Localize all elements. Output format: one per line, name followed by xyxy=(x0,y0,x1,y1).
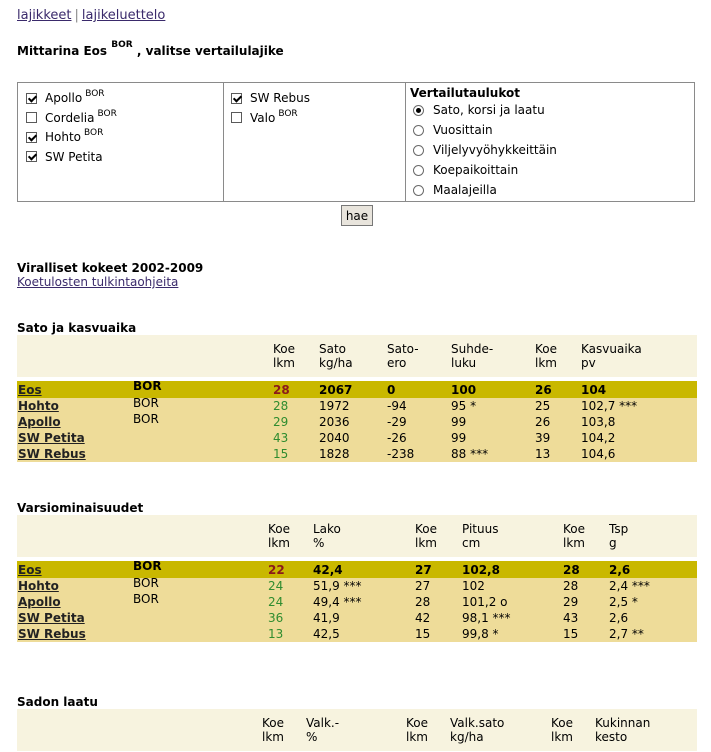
table-row xyxy=(17,446,697,462)
data-cell: 0 xyxy=(387,381,451,398)
column-header: Valk.- % xyxy=(306,709,406,751)
table-row xyxy=(17,430,697,446)
section-title-varsi: Varsiominaisuudet xyxy=(17,501,144,515)
table-row xyxy=(17,594,697,610)
variety-option-cordelia[interactable] xyxy=(26,109,117,127)
data-cell: 43 xyxy=(273,430,319,446)
variety-option-hohto[interactable] xyxy=(26,128,103,146)
table-row xyxy=(17,610,697,626)
table-row xyxy=(17,578,697,594)
variety-label: Apollo xyxy=(45,91,83,105)
data-cell: 99 xyxy=(451,430,535,446)
data-cell: 101,2 o xyxy=(462,594,563,610)
variety-link[interactable]: SW Petita xyxy=(18,431,85,445)
data-cell: 42,5 xyxy=(313,626,415,642)
column-header: Koe lkm xyxy=(563,515,609,557)
variety-link[interactable]: SW Rebus xyxy=(18,627,86,641)
bor-mark xyxy=(133,610,268,626)
data-cell: -238 xyxy=(387,446,451,462)
top-nav xyxy=(17,8,165,23)
variety-label: Valo xyxy=(250,110,276,125)
variety-link[interactable]: Eos xyxy=(18,382,42,397)
data-cell: 104,6 xyxy=(581,446,697,462)
variety-link[interactable]: Apollo xyxy=(18,595,61,609)
radio-button[interactable] xyxy=(413,105,424,116)
section-title-laatu: Sadon laatu xyxy=(17,695,98,709)
column-header: Koe lkm xyxy=(415,515,462,557)
variety-column-1 xyxy=(18,83,224,201)
data-cell: 43 xyxy=(563,610,609,626)
column-header: Koe lkm xyxy=(406,709,450,751)
bor-mark: BOR xyxy=(133,381,273,398)
table-header-row xyxy=(17,335,697,377)
data-cell: 102,7 *** xyxy=(581,398,697,414)
checkbox[interactable] xyxy=(26,132,37,143)
data-cell: 2036 xyxy=(319,414,387,430)
radio-button[interactable] xyxy=(413,145,424,156)
variety-name-cell xyxy=(17,626,133,642)
header-blank xyxy=(17,335,133,377)
data-cell: 42 xyxy=(415,610,462,626)
table-row xyxy=(17,414,697,430)
header-blank xyxy=(133,515,268,557)
table-row xyxy=(17,626,697,642)
option-label: Viljelyvyöhykkeittäin xyxy=(433,143,557,157)
variety-label: SW Petita xyxy=(45,149,103,164)
data-cell: 100 xyxy=(451,381,535,398)
checkbox[interactable] xyxy=(26,112,37,123)
column-header: Koe lkm xyxy=(262,709,306,751)
data-cell: 2040 xyxy=(319,430,387,446)
variety-name-cell xyxy=(17,561,133,578)
data-cell: 1828 xyxy=(319,446,387,462)
column-header: Sato kg/ha xyxy=(319,335,387,377)
variety-link[interactable]: Apollo xyxy=(18,415,61,429)
header-blank xyxy=(17,515,133,557)
bor-mark: BOR xyxy=(133,398,273,414)
data-cell: 28 xyxy=(415,594,462,610)
data-cell: 2,6 xyxy=(609,561,697,578)
option-label: Vuosittain xyxy=(433,123,493,137)
variety-link[interactable]: SW Rebus xyxy=(18,447,86,461)
data-cell: 49,4 *** xyxy=(313,594,415,610)
data-cell: 98,1 *** xyxy=(462,610,563,626)
comparison-tables-column xyxy=(405,83,694,201)
variety-link[interactable]: Hohto xyxy=(18,579,59,593)
trials-guide-link[interactable]: Koetulosten tulkintaohjeita xyxy=(17,275,179,289)
data-cell: 27 xyxy=(415,561,462,578)
data-cell: -29 xyxy=(387,414,451,430)
checkbox[interactable] xyxy=(26,151,37,162)
header-blank xyxy=(133,335,273,377)
table-varsiominaisuudet xyxy=(17,515,697,642)
table-row xyxy=(17,561,697,578)
column-header: Koe lkm xyxy=(535,335,581,377)
data-cell: 41,9 xyxy=(313,610,415,626)
variety-label: SW Rebus xyxy=(250,91,310,105)
data-cell: 95 * xyxy=(451,398,535,414)
checkbox[interactable] xyxy=(231,93,242,104)
column-header: Kukinnan kesto xyxy=(595,709,697,751)
column-header: Valk.sato kg/ha xyxy=(450,709,551,751)
data-cell: 2,5 * xyxy=(609,594,697,610)
variety-option-sw-petita[interactable] xyxy=(26,148,103,166)
table-header-row xyxy=(17,709,697,751)
data-cell: 15 xyxy=(563,626,609,642)
variety-name-cell xyxy=(17,610,133,626)
nav-separator: | xyxy=(74,8,79,23)
table-option-viljelyvyöhykkeittäin[interactable] xyxy=(413,141,557,159)
column-header: Suhde- luku xyxy=(451,335,535,377)
bor-mark: BOR xyxy=(133,414,273,430)
link-lajikeluettelo[interactable]: lajikeluettelo xyxy=(81,8,166,23)
data-cell: 26 xyxy=(535,414,581,430)
table-row xyxy=(17,381,697,398)
column-header: Tsp g xyxy=(609,515,697,557)
table-option-sato-korsi-ja-laatu[interactable] xyxy=(413,101,545,119)
data-cell: 2,4 *** xyxy=(609,578,697,594)
data-cell: -26 xyxy=(387,430,451,446)
selection-panel xyxy=(17,82,695,202)
data-cell: 28 xyxy=(273,398,319,414)
option-label: Koepaikoittain xyxy=(433,163,519,177)
column-header: Koe lkm xyxy=(268,515,313,557)
variety-label: Hohto xyxy=(45,130,82,144)
data-cell: 15 xyxy=(273,446,319,462)
data-cell: 15 xyxy=(415,626,462,642)
bor-mark xyxy=(133,626,268,642)
checkbox[interactable] xyxy=(231,112,242,123)
table-option-koepaikoittain[interactable] xyxy=(413,161,518,179)
data-cell: 42,4 xyxy=(313,561,415,578)
data-cell: 13 xyxy=(268,626,313,642)
column-header: Lako % xyxy=(313,515,415,557)
data-cell: 13 xyxy=(535,446,581,462)
column-header: Sato- ero xyxy=(387,335,451,377)
page-heading xyxy=(17,40,284,58)
variety-name-cell xyxy=(17,398,133,414)
bor-mark xyxy=(133,446,273,462)
data-cell: 25 xyxy=(535,398,581,414)
data-cell: 28 xyxy=(563,578,609,594)
variety-option-sw-rebus[interactable] xyxy=(231,89,310,107)
bor-mark xyxy=(133,430,273,446)
table-row xyxy=(17,398,697,414)
variety-sup: BOR xyxy=(278,108,298,119)
data-cell: 103,8 xyxy=(581,414,697,430)
table-option-vuosittain[interactable] xyxy=(413,121,493,139)
option-label: Sato, korsi ja laatu xyxy=(433,103,545,117)
data-cell: 2,6 xyxy=(609,610,697,626)
variety-link[interactable]: Hohto xyxy=(18,399,59,413)
data-cell: 102 xyxy=(462,578,563,594)
data-cell: 39 xyxy=(535,430,581,446)
radio-button[interactable] xyxy=(413,165,424,176)
link-lajikkeet[interactable]: lajikkeet xyxy=(17,8,72,23)
variety-name-cell xyxy=(17,578,133,594)
variety-name-cell xyxy=(17,446,133,462)
section-title-sato: Sato ja kasvuaika xyxy=(17,321,137,335)
table-sato-kasvuaika xyxy=(17,335,697,462)
data-cell: 28 xyxy=(273,381,319,398)
data-cell: 51,9 *** xyxy=(313,578,415,594)
column-header: Kasvuaika pv xyxy=(581,335,697,377)
variety-name-cell xyxy=(17,381,133,398)
heading-sup: BOR xyxy=(111,40,133,50)
variety-name-cell xyxy=(17,414,133,430)
table-option-maalajeilla[interactable] xyxy=(413,181,497,199)
data-cell: 22 xyxy=(268,561,313,578)
data-cell: 102,8 xyxy=(462,561,563,578)
column-header: Koe lkm xyxy=(551,709,595,751)
data-cell: 104 xyxy=(581,381,697,398)
data-cell: 29 xyxy=(563,594,609,610)
data-cell: 26 xyxy=(535,381,581,398)
radio-button[interactable] xyxy=(413,125,424,136)
data-cell: 2,7 ** xyxy=(609,626,697,642)
variety-name-cell xyxy=(17,430,133,446)
trials-title: Viralliset kokeet 2002-2009 xyxy=(17,261,204,275)
variety-link[interactable]: Eos xyxy=(18,562,42,577)
data-cell: 24 xyxy=(268,594,313,610)
data-cell: 99,8 * xyxy=(462,626,563,642)
variety-sup: BOR xyxy=(85,89,105,99)
data-cell: -94 xyxy=(387,398,451,414)
checkbox[interactable] xyxy=(26,93,37,104)
option-label: Maalajeilla xyxy=(433,183,497,197)
data-cell: 1972 xyxy=(319,398,387,414)
comparison-tables-title: Vertailutaulukot xyxy=(410,86,520,100)
bor-mark: BOR xyxy=(133,578,268,594)
column-header: Koe lkm xyxy=(273,335,319,377)
column-header: Pituus cm xyxy=(462,515,563,557)
radio-button[interactable] xyxy=(413,185,424,196)
variety-sup: BOR xyxy=(97,108,117,119)
bor-mark: BOR xyxy=(133,561,268,578)
table-sadon-laatu xyxy=(17,709,697,751)
variety-sup: BOR xyxy=(84,128,104,138)
data-cell: 28 xyxy=(563,561,609,578)
variety-option-valo[interactable] xyxy=(231,109,298,127)
data-cell: 99 xyxy=(451,414,535,430)
bor-mark: BOR xyxy=(133,594,268,610)
variety-column-2 xyxy=(223,83,406,201)
variety-option-apollo[interactable] xyxy=(26,89,105,107)
data-cell: 27 xyxy=(415,578,462,594)
header-blank xyxy=(133,709,262,751)
data-cell: 2067 xyxy=(319,381,387,398)
data-cell: 88 *** xyxy=(451,446,535,462)
variety-name-cell xyxy=(17,594,133,610)
heading-suffix: , valitse vertailulajike xyxy=(132,44,284,58)
data-cell: 104,2 xyxy=(581,430,697,446)
search-button[interactable]: hae xyxy=(341,205,373,226)
variety-label: Cordelia xyxy=(45,110,95,125)
heading-prefix: Mittarina Eos xyxy=(17,44,112,58)
variety-link[interactable]: SW Petita xyxy=(18,611,85,625)
data-cell: 29 xyxy=(273,414,319,430)
data-cell: 24 xyxy=(268,578,313,594)
data-cell: 36 xyxy=(268,610,313,626)
table-header-row xyxy=(17,515,697,557)
header-blank xyxy=(17,709,133,751)
